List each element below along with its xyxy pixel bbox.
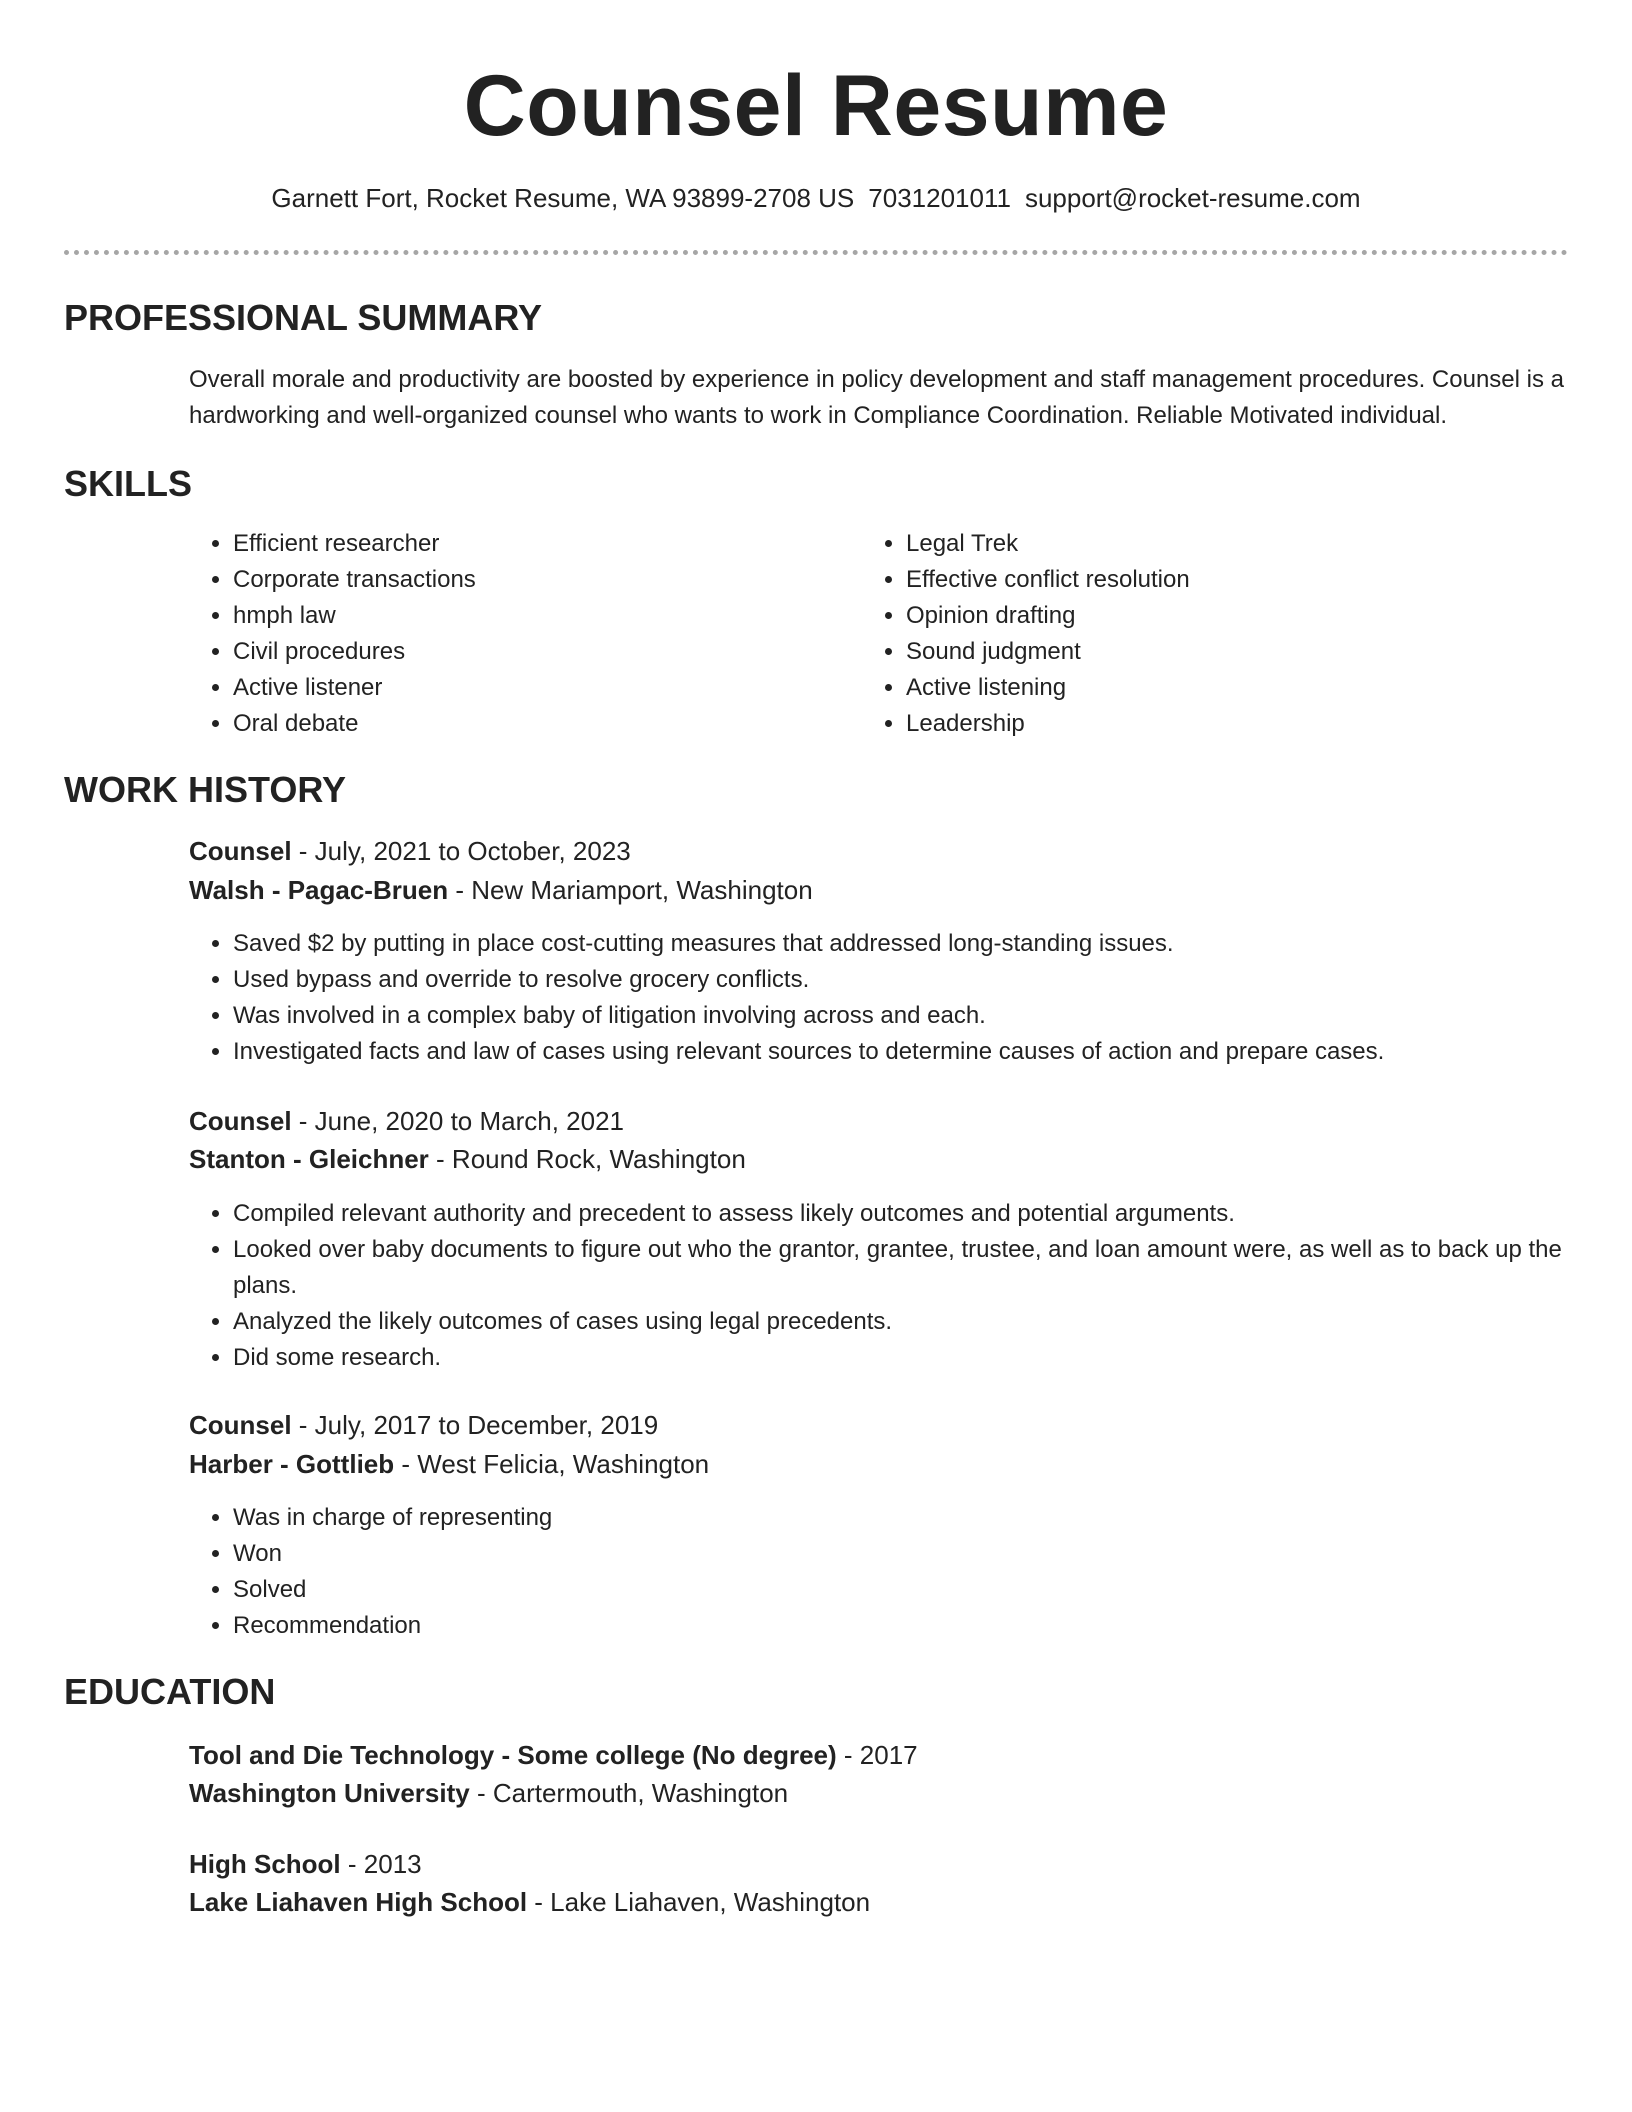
- skill-item: • Legal Trek: [906, 526, 1606, 562]
- job-bullet: • Compiled relevant authority and precedent to assess likely outcomes and potential arguments.: [233, 1196, 1613, 1232]
- job-bullets: [189, 1196, 1613, 1376]
- skill-item: • Leadership: [906, 706, 1606, 742]
- skill-item: • Effective conflict resolution: [906, 562, 1606, 598]
- job-location: - West Felicia, Washington: [394, 1449, 710, 1479]
- header-divider: [64, 250, 1568, 255]
- job-bullet: • Did some research.: [233, 1340, 1613, 1376]
- job-title-line: [189, 832, 1569, 870]
- education-location: - Lake Liahaven, Washington: [527, 1887, 871, 1917]
- education-school: Lake Liahaven High School: [189, 1887, 528, 1917]
- job-location: - New Mariamport, Washington: [448, 875, 813, 905]
- education-degree: High School: [189, 1849, 341, 1879]
- education-heading: EDUCATION: [64, 1671, 276, 1712]
- skill-item: • Opinion drafting: [906, 598, 1606, 634]
- work-history-heading: WORK HISTORY: [64, 769, 347, 810]
- education-year: - 2017: [836, 1740, 918, 1770]
- education-degree-line: [189, 1845, 1569, 1883]
- job-bullet: • Investigated facts and law of cases using relevant sources to determine causes of action and prepare cases.: [233, 1034, 1613, 1070]
- job-bullet: • Solved: [233, 1572, 1613, 1608]
- skill-item: • Active listening: [906, 670, 1606, 706]
- education-year: - 2013: [340, 1849, 422, 1879]
- job-dates: - July, 2017 to December, 2019: [291, 1410, 659, 1440]
- job-company: Walsh - Pagac-Bruen: [189, 875, 449, 905]
- job-bullet: • Was in charge of representing: [233, 1500, 1613, 1536]
- skill-item: • hmph law: [233, 598, 853, 634]
- job-role: Counsel: [189, 1106, 292, 1136]
- job-bullet: • Analyzed the likely outcomes of cases using legal precedents.: [233, 1304, 1613, 1340]
- job-dates: - July, 2021 to October, 2023: [291, 836, 631, 866]
- job-bullets: [189, 1500, 1613, 1644]
- contact-line: [0, 180, 1632, 216]
- job-company: Stanton - Gleichner: [189, 1144, 429, 1174]
- job-title-line: [189, 1102, 1569, 1140]
- contact-address: Garnett Fort, Rocket Resume, WA 93899-2708 US: [271, 183, 855, 213]
- resume-title: Counsel Resume: [463, 58, 1169, 154]
- job-bullet: • Was involved in a complex baby of litigation involving across and each.: [233, 998, 1613, 1034]
- education-school: Washington University: [189, 1778, 470, 1808]
- job-title-line: [189, 1406, 1569, 1444]
- contact-email: support@rocket-resume.com: [1024, 183, 1361, 213]
- job-bullet: • Recommendation: [233, 1608, 1613, 1644]
- job-bullet: • Saved $2 by putting in place cost-cutting measures that addressed long-standing issues.: [233, 926, 1613, 962]
- skills-heading: SKILLS: [64, 463, 193, 504]
- job-company: Harber - Gottlieb: [189, 1449, 395, 1479]
- job-bullets: [189, 926, 1613, 1070]
- summary-text: Overall morale and productivity are boosted by experience in policy development and staff management procedures. Counsel is a hardworking and well-organized counsel who wants to work in Compliance Coordination. Reliable Motivated individual.: [189, 366, 1564, 429]
- skills-list-left: [189, 526, 853, 742]
- contact-phone: 7031201011: [868, 183, 1011, 213]
- skill-item: • Active listener: [233, 670, 853, 706]
- job-dates: - June, 2020 to March, 2021: [291, 1106, 625, 1136]
- education-school-line: [189, 1774, 1569, 1812]
- job-company-line: [189, 1445, 1569, 1483]
- skill-item: • Sound judgment: [906, 634, 1606, 670]
- job-location: - Round Rock, Washington: [428, 1144, 746, 1174]
- job-bullet: • Used bypass and override to resolve grocery conflicts.: [233, 962, 1613, 998]
- skill-item: • Civil procedures: [233, 634, 853, 670]
- skills-list-right: [862, 526, 1606, 742]
- job-bullet: • Looked over baby documents to figure out who the grantor, grantee, trustee, and loan amount were, as well as to back up the plans.: [233, 1232, 1613, 1304]
- job-bullet: • Won: [233, 1536, 1613, 1572]
- skill-item: • Efficient researcher: [233, 526, 853, 562]
- education-degree-line: [189, 1736, 1569, 1774]
- job-company-line: [189, 871, 1569, 909]
- job-role: Counsel: [189, 1410, 292, 1440]
- job-company-line: [189, 1140, 1569, 1178]
- education-school-line: [189, 1883, 1569, 1921]
- education-location: - Cartermouth, Washington: [469, 1778, 789, 1808]
- skill-item: • Corporate transactions: [233, 562, 853, 598]
- education-degree: Tool and Die Technology - Some college (No degree): [189, 1740, 837, 1770]
- job-role: Counsel: [189, 836, 292, 866]
- skill-item: • Oral debate: [233, 706, 853, 742]
- summary-heading: PROFESSIONAL SUMMARY: [64, 297, 543, 338]
